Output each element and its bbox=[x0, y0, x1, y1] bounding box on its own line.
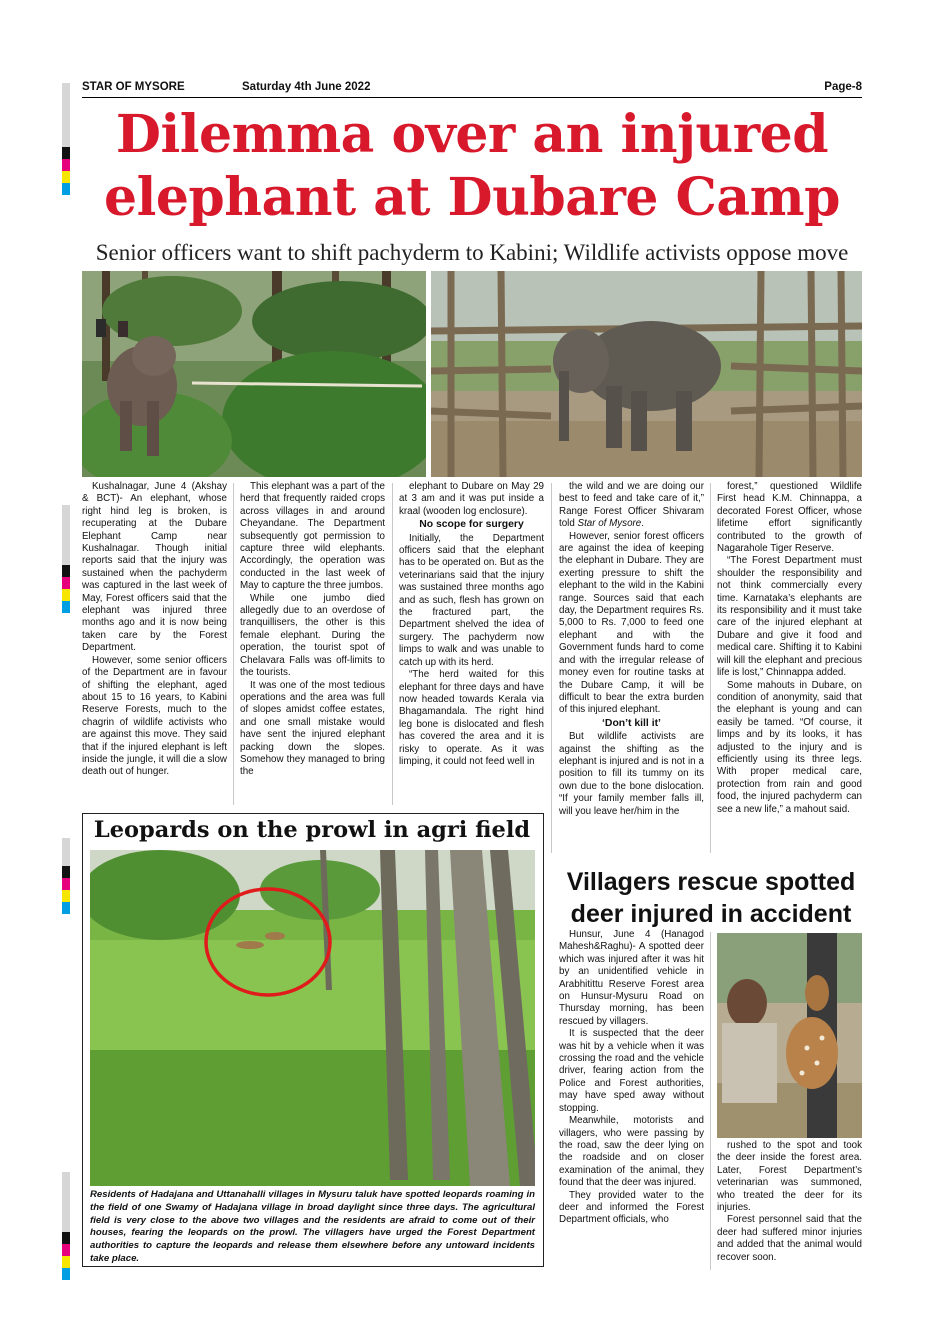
article-paragraph: Initially, the Department officers said that the elephant has to be operated on. But as the veterinarians said that the injury was sustained three months ago and as such, flesh has grown on the fractured part, the Department shelved the idea of surgery. The pachyderm now limps to walk and was unable to catch up with its herd. bbox=[399, 532, 544, 668]
article-paragraph: But wildlife activists are against the shifting as the elephant is injured and is not in a position to fill its tummy on its own due to the bone dislocation. “If your family member falls ill, will you leave her/him in the bbox=[559, 731, 704, 817]
registration-marks-top bbox=[62, 83, 70, 195]
article-paragraph: Kushalnagar, June 4 (Akshay & BCT)- An elephant, whose right hind leg is broken, is recuperating at the Dubare Elephant Camp near Kushalnagar. Though initial reports said that the injury was sustained when the pachyderm was captured in the last week of May, Forest officers said that the elephant was injured three months ago and it is now being taken care by the Forest Department. bbox=[82, 481, 227, 654]
deer-headline bbox=[556, 866, 866, 930]
page-number: Page-8 bbox=[824, 81, 862, 93]
article-column-1 bbox=[82, 481, 227, 779]
deer-rescue-image bbox=[717, 933, 862, 1138]
article-paragraph: It is suspected that the deer was hit by a vehicle when it was crossing the road and the vehicle driver, fearing action from the Police and Forest authorities, may have sped away without stopping. bbox=[559, 1028, 704, 1114]
article-paragraph: While one jumbo died allegedly due to an overdose of tranquillisers, the other is this female elephant. During the operation, the tourist spot of Chelavara Falls was off-limits to the tourists. bbox=[240, 592, 385, 679]
article-paragraph: However, senior forest officers are against the idea of keeping the elephant in Dubare. They are exerting pressure to shift the elephant to the wild in the Kabini range. Sources said that each day, the Department requires Rs. 5,000 to Rs. 7,000 to feed one elephant and with the Government funds hard to come and with the irregular release of money even for routine tasks at the Dubare Camp, it will be difficult to bear the extra burden of this injured elephant. bbox=[559, 530, 704, 716]
elephant-forest-image bbox=[82, 271, 426, 477]
issue-date: Saturday 4th June 2022 bbox=[242, 81, 371, 93]
leopard-field-photo bbox=[90, 850, 535, 1186]
article-paragraph: Hunsur, June 4 (Hanagod Mahesh&Raghu)- A spotted deer which was injured after it was hit by an unidentified vehicle in Arabhitittu Reserve Forest area on Hunsur-Mysuru Road on Thursday morning, has been rescued by villagers. bbox=[559, 929, 704, 1027]
publication-name: Star of Mysore bbox=[577, 518, 642, 530]
column-divider bbox=[392, 483, 393, 805]
leopard-headline: Leopards on the prowl in agri field bbox=[93, 817, 531, 843]
elephant-kraal-image bbox=[431, 271, 862, 477]
registration-marks-bottom bbox=[62, 1172, 70, 1280]
article-paragraph: “The Forest Department must shoulder the responsibility and not think commercially every time. Karnataka’s elephants are its responsibility and it must take care of the injured elephant at Dubare and give it food and medical care. Shifting it to Kabini will kill the elephant and precious life is lost,” Chinnappa added. bbox=[717, 555, 862, 679]
article-subheading: No scope for surgery bbox=[419, 519, 524, 531]
column-divider bbox=[233, 483, 234, 805]
article-column-3 bbox=[399, 481, 544, 768]
article-subheading: ‘Don’t kill it’ bbox=[602, 717, 661, 729]
deer-rescue-photo bbox=[717, 933, 862, 1138]
article-paragraph: It was one of the most tedious operations and the area was full of slopes amidst coffee estates, and one small mistake would have sent the injured elephant packing down the slopes. Somehow they managed to bring the bbox=[240, 679, 385, 778]
deer-headline-line-1: Villagers rescue spotted bbox=[566, 868, 856, 896]
main-headline bbox=[82, 103, 862, 229]
article-column-4 bbox=[559, 481, 704, 818]
article-paragraph: forest,” questioned Wildlife First head K.M. Chinnappa, a decorated Forest Officer, whose lifetime effort significantly contributed to the growth of Nagarahole Tiger Reserve. bbox=[717, 481, 862, 555]
paper-name: STAR OF MYSORE bbox=[82, 81, 185, 93]
article-paragraph: elephant to Dubare on May 29 at 3 am and it was put inside a kraal (wooden log enclosure). bbox=[399, 481, 544, 517]
leopard-caption: Residents of Hadajana and Uttanahalli villages in Mysuru taluk have spotted leopards roaming in the field of one Swamy of Hadajana village in broad daylight since three days. The agricultural field is very close to the above two villages and the residents are afraid to come out of their houses, fearing the leopards on the prowl. The villagers have urged the Forest Department authorities to capture the leopards and release them elsewhere before any untoward incidents take place. bbox=[90, 1189, 535, 1264]
deer-column-1 bbox=[559, 929, 704, 1227]
leopard-field-image bbox=[90, 850, 535, 1186]
column-divider bbox=[710, 932, 711, 1270]
column-divider bbox=[710, 483, 711, 853]
article-column-5 bbox=[717, 481, 862, 816]
article-column-2 bbox=[240, 481, 385, 779]
registration-marks-mid bbox=[62, 505, 70, 613]
article-paragraph: They provided water to the deer and informed the Forest Department officials, who bbox=[559, 1189, 704, 1226]
headline-line-2: elephant at Dubare Camp bbox=[103, 167, 841, 228]
article-paragraph: “The herd waited for this elephant for three days and have now headed towards Kerala via Bhagamandala. The right hind leg bone is dislocated and flesh has covered the area and it is risky to operate. As it was limping, it could not feed well in bbox=[399, 669, 544, 767]
deer-headline-line-2: deer injured in accident bbox=[570, 900, 852, 928]
main-subheadline: Senior officers want to shift pachyderm to Kabini; Wildlife activists oppose move bbox=[95, 240, 849, 265]
article-paragraph: Some mahouts in Dubare, on condition of anonymity, said that the elephant is young and can easily be tamed. “Of course, it limps and by its looks, it has adjusted to the injury and is efficiently using its three legs. With proper medical care, protection from rain and good food, the injured pachyderm can see a new life,” a mahout said. bbox=[717, 679, 862, 815]
article-paragraph: rushed to the spot and took the deer inside the forest area. Later, Forest Department’s veterinarian was summoned, who treated the deer for its injuries. bbox=[717, 1140, 862, 1214]
article-paragraph: However, some senior officers of the Department are in favour of shifting the elephant, aged about 15 to 16 years, to Kabini Reserve Forests, much to the chagrin of wildlife activists who are against this move. They said that if the injured elephant is left inside the jungle, it will die a slow death out of hunger. bbox=[82, 654, 227, 778]
article-paragraph: This elephant was a part of the herd that frequently raided crops across villages in and around Cheyandane. The Department subsequently got permission to capture three wild elephants. Accordingly, the operation was conducted in the last week of May to capture the three jumbos. bbox=[240, 481, 385, 592]
article-paragraph: Meanwhile, motorists and villagers, who were passing by the road, saw the deer lying on the roadside and on closer examination of the animal, they found that the deer was injured. bbox=[559, 1115, 704, 1189]
column-divider bbox=[551, 483, 552, 853]
registration-marks-lower bbox=[62, 838, 70, 914]
page-header bbox=[82, 81, 862, 98]
elephant-forest-photo bbox=[82, 271, 426, 477]
elephant-kraal-photo bbox=[431, 271, 862, 477]
article-paragraph: Forest personnel said that the deer had suffered minor injuries and added that the animal would recover soon. bbox=[717, 1214, 862, 1263]
headline-line-1: Dilemma over an injured bbox=[115, 104, 829, 165]
deer-column-2 bbox=[717, 1140, 862, 1264]
article-paragraph: the wild and we are doing our best to feed and take care of it,” Range Forest Officer Shivaram told Star of Mysore. bbox=[559, 481, 704, 530]
